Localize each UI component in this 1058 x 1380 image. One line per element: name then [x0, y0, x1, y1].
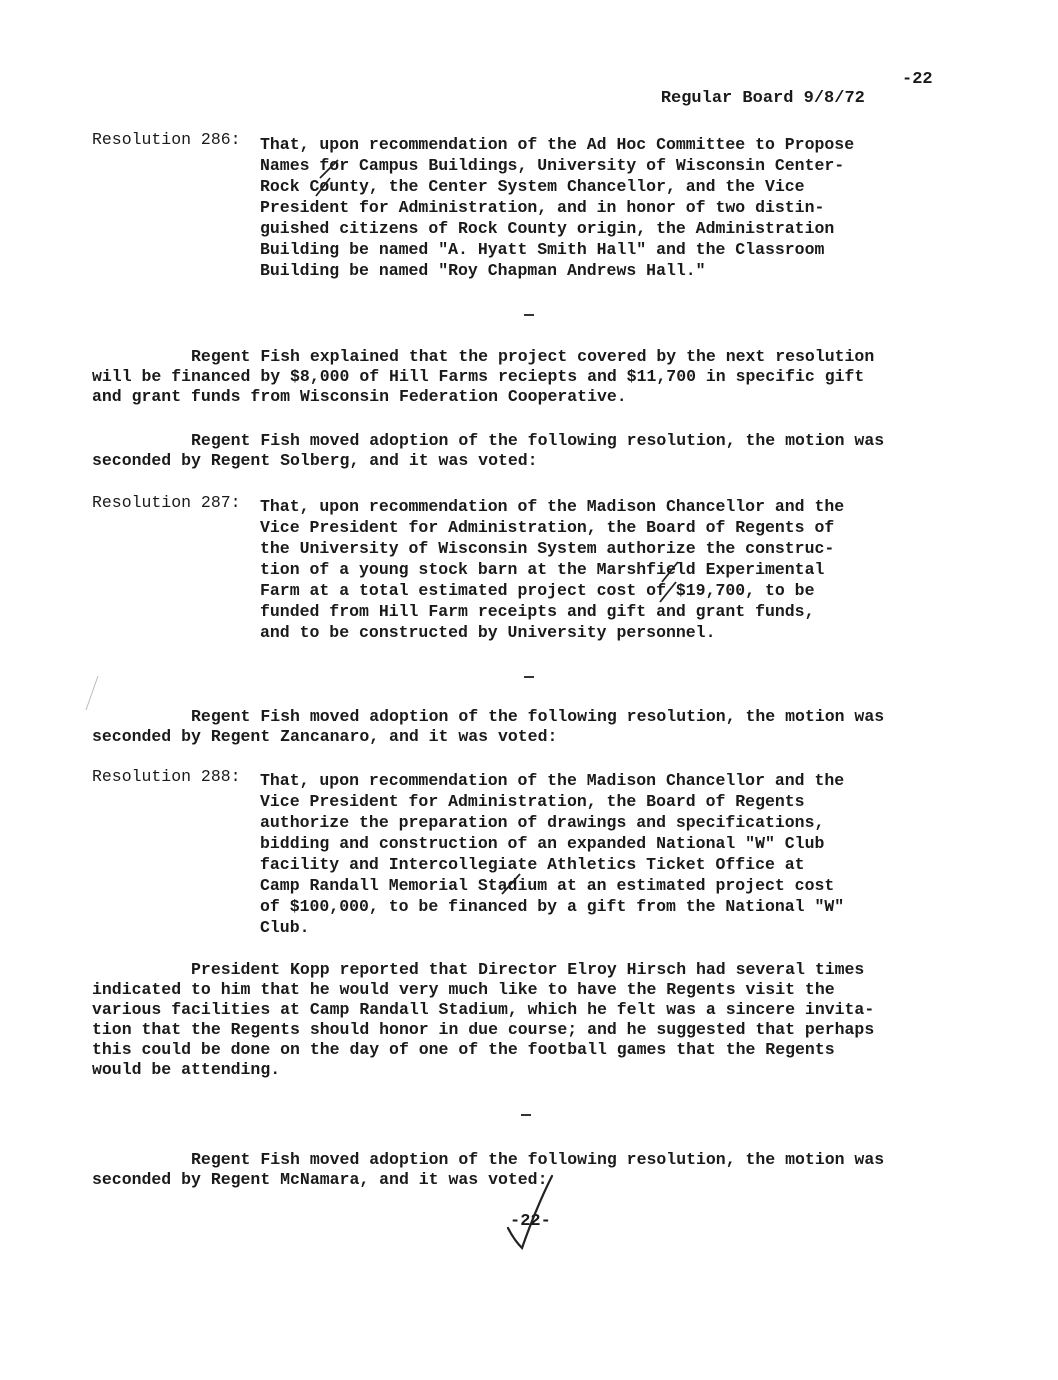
- resolution-288-label: Resolution 288:: [92, 767, 241, 786]
- paragraph-kopp-report: [92, 960, 942, 1080]
- text-line: President Kopp reported that Director Elroy Hirsch had several times: [92, 960, 865, 979]
- text-line: Regent Fish moved adoption of the following resolution, the motion was: [92, 431, 885, 450]
- header-page-number: -22: [902, 70, 933, 89]
- section-separator: [524, 314, 534, 316]
- section-separator: [524, 676, 534, 678]
- text-line: would be attending.: [92, 1060, 281, 1079]
- text-line: President for Administration, and in honor of two distin-: [260, 198, 825, 217]
- text-line: That, upon recommendation of the Madison Chancellor and the: [260, 497, 845, 516]
- text-line: funded from Hill Farm receipts and gift and grant funds,: [260, 602, 815, 621]
- handwritten-check-mark-icon: [500, 1168, 560, 1258]
- text-line: Camp Randall Memorial Stadium at an estimated project cost: [260, 876, 835, 895]
- text-line: guished citizens of Rock County origin, the Administration: [260, 219, 835, 238]
- resolution-286-text: [260, 134, 920, 281]
- text-line: Building be named "Roy Chapman Andrews Hall.": [260, 261, 706, 280]
- section-separator: [521, 1114, 531, 1116]
- resolution-286-label: Resolution 286:: [92, 130, 241, 149]
- text-line: Farm at a total estimated project cost of $19,700, to be: [260, 581, 815, 600]
- text-line: That, upon recommendation of the Ad Hoc Committee to Propose: [260, 135, 855, 154]
- text-line: bidding and construction of an expanded National "W" Club: [260, 834, 825, 853]
- resolution-288-text: [260, 770, 920, 938]
- text-line: tion of a young stock barn at the Marshfield Experimental: [260, 560, 825, 579]
- paragraph-motion-zancanaro: [92, 707, 942, 747]
- text-line: Club.: [260, 918, 310, 937]
- text-line: and grant funds from Wisconsin Federation Cooperative.: [92, 387, 627, 406]
- text-line: various facilities at Camp Randall Stadium, which he felt was a sincere invita-: [92, 1000, 875, 1019]
- text-line: the University of Wisconsin System authorize the construc-: [260, 539, 835, 558]
- text-line: indicated to him that he would very much like to have the Regents visit the: [92, 980, 835, 999]
- stray-pencil-mark-icon: [82, 672, 102, 712]
- text-line: of $100,000, to be financed by a gift from the National "W": [260, 897, 845, 916]
- page-footer-number: -22-: [510, 1212, 551, 1231]
- handwritten-strike-icon: [500, 872, 524, 896]
- handwritten-strike-icon: [658, 580, 680, 604]
- text-line: Regent Fish moved adoption of the following resolution, the motion was: [92, 1150, 885, 1169]
- handwritten-strike-icon: [314, 176, 334, 198]
- text-line: and to be constructed by University personnel.: [260, 623, 716, 642]
- text-line: facility and Intercollegiate Athletics Ticket Office at: [260, 855, 805, 874]
- text-line: Vice President for Administration, the Board of Regents: [260, 792, 805, 811]
- text-line: Regent Fish explained that the project covered by the next resolution: [92, 347, 875, 366]
- text-line: Regent Fish moved adoption of the following resolution, the motion was: [92, 707, 885, 726]
- resolution-287-text: [260, 496, 920, 643]
- text-line: Rock County, the Center System Chancellor, and the Vice: [260, 177, 805, 196]
- text-line: Vice President for Administration, the Board of Regents of: [260, 518, 835, 537]
- text-line: will be financed by $8,000 of Hill Farms reciepts and $11,700 in specific gift: [92, 367, 865, 386]
- text-line: That, upon recommendation of the Madison Chancellor and the: [260, 771, 845, 790]
- text-line: authorize the preparation of drawings and specifications,: [260, 813, 825, 832]
- text-line: Names for Campus Buildings, University of Wisconsin Center-: [260, 156, 845, 175]
- paragraph-financing: [92, 347, 942, 407]
- text-line: seconded by Regent McNamara, and it was voted:: [92, 1170, 548, 1189]
- text-line: tion that the Regents should honor in due course; and he suggested that perhaps: [92, 1020, 875, 1039]
- text-line: this could be done on the day of one of the football games that the Regents: [92, 1040, 835, 1059]
- paragraph-motion-solberg: [92, 431, 942, 471]
- text-line: Building be named "A. Hyatt Smith Hall" and the Classroom: [260, 240, 825, 259]
- header-title: Regular Board 9/8/72: [660, 89, 865, 108]
- text-line: seconded by Regent Solberg, and it was voted:: [92, 451, 538, 470]
- resolution-287-label: Resolution 287:: [92, 493, 241, 512]
- text-line: seconded by Regent Zancanaro, and it was voted:: [92, 727, 558, 746]
